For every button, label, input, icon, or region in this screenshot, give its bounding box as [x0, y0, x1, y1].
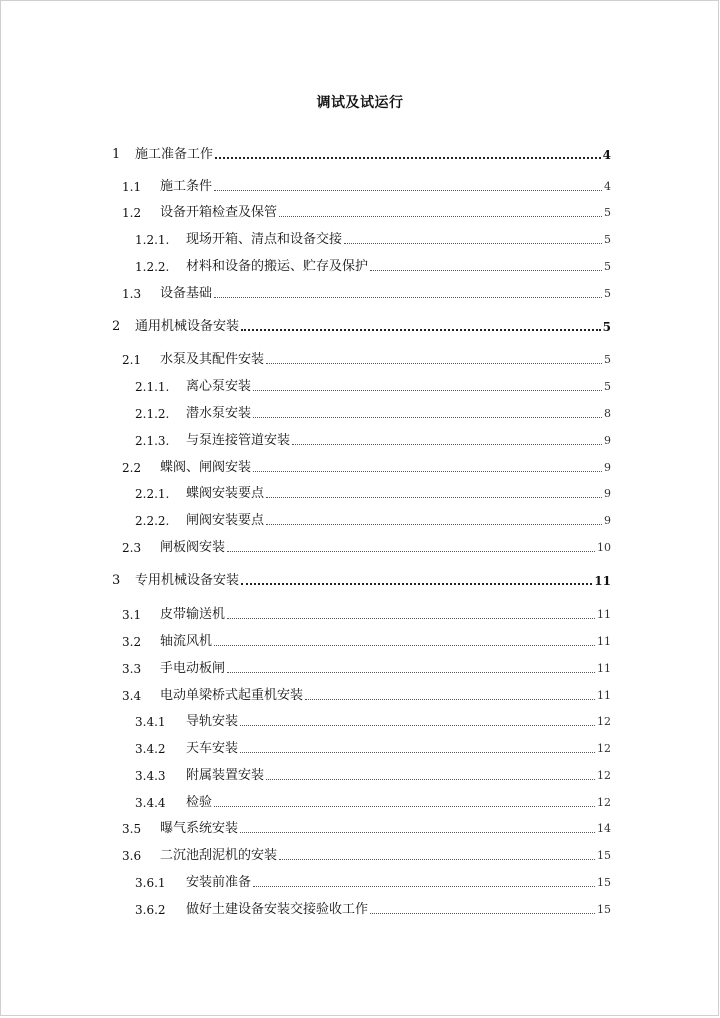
- toc-entry-number: 2.1.3.: [135, 434, 170, 448]
- toc-entry-page-number: 5: [604, 353, 611, 366]
- toc-entry-page-number: 15: [597, 903, 611, 916]
- toc-entry-number: 3.4.3: [135, 769, 166, 783]
- toc-entry-title: 潜水泵安装: [186, 406, 252, 421]
- toc-leader-dots: [279, 216, 602, 217]
- toc-entry-number: 1.2.1.: [135, 233, 170, 247]
- toc-entry-page-number: 12: [597, 769, 611, 782]
- toc-entry-title: 二沉池刮泥机的安装: [160, 848, 278, 863]
- toc-entry-number: 2.1.2.: [135, 407, 170, 421]
- toc-entry[interactable]: [122, 456, 611, 476]
- toc-entry-page-number: 11: [594, 574, 611, 588]
- toc-entry-page-number: 8: [604, 407, 611, 420]
- toc-entry-page-number: 5: [604, 260, 611, 273]
- toc-entry[interactable]: [135, 791, 611, 811]
- toc-entry-title: 离心泵安装: [186, 379, 252, 394]
- toc-entry-page-number: 4: [602, 148, 611, 162]
- toc-entry-number: 3.1: [122, 608, 142, 622]
- toc-entry[interactable]: [122, 282, 611, 302]
- toc-entry-title: 蝶阀、闸阀安装: [160, 460, 252, 475]
- toc-entry-title: 闸板阀安装: [160, 540, 226, 555]
- toc-entry-page-number: 5: [604, 233, 611, 246]
- toc-entry-number: 2.1.1.: [135, 380, 170, 394]
- toc-entry-number: 3.2: [122, 635, 142, 649]
- toc-entry-title: 电动单梁桥式起重机安装: [160, 688, 304, 703]
- toc-entry-number: 3.4.2: [135, 742, 166, 756]
- toc-entry-title: 设备基础: [160, 286, 213, 301]
- toc-leader-dots: [227, 672, 595, 673]
- toc-entry-number: 1.1: [122, 180, 142, 194]
- toc-entry[interactable]: [122, 817, 611, 837]
- toc-entry[interactable]: [112, 143, 611, 163]
- toc-entry-number: 3.6.2: [135, 903, 166, 917]
- toc-entry-title: 安装前准备: [186, 875, 252, 890]
- toc-entry[interactable]: [122, 175, 611, 195]
- toc-entry-number: 1.2.2.: [135, 260, 170, 274]
- toc-leader-dots: [253, 471, 602, 472]
- toc-leader-dots: [214, 190, 602, 191]
- toc-leader-dots: [266, 779, 595, 780]
- toc-entry[interactable]: [135, 482, 611, 502]
- toc-entry[interactable]: [135, 228, 611, 248]
- toc-leader-dots: [241, 329, 601, 331]
- toc-entry-number: 2.2: [122, 461, 142, 475]
- toc-entry-title: 手电动板闸: [160, 661, 226, 676]
- toc-leader-dots: [266, 524, 602, 525]
- toc-entry-page-number: 12: [597, 796, 611, 809]
- toc-entry[interactable]: [135, 375, 611, 395]
- toc-entry[interactable]: [122, 844, 611, 864]
- toc-entry-number: 1.2: [122, 206, 142, 220]
- toc-entry-title: 附属装置安装: [186, 768, 265, 783]
- toc-entry[interactable]: [135, 764, 611, 784]
- toc-entry-title: 设备开箱检查及保管: [160, 205, 278, 220]
- toc-entry-number: 3.4.4: [135, 796, 166, 810]
- toc-entry-number: 3: [112, 573, 121, 588]
- toc-leader-dots: [253, 886, 595, 887]
- toc-entry-page-number: 11: [597, 635, 611, 648]
- toc-entry-page-number: 5: [602, 320, 611, 334]
- toc-entry[interactable]: [112, 569, 611, 589]
- toc-leader-dots: [214, 645, 595, 646]
- toc-entry-page-number: 11: [597, 689, 611, 702]
- toc-entry-title: 水泵及其配件安装: [160, 352, 265, 367]
- toc-entry[interactable]: [122, 201, 611, 221]
- toc-leader-dots: [240, 752, 595, 753]
- toc-entry-number: 1.3: [122, 287, 142, 301]
- toc-entry-page-number: 12: [597, 715, 611, 728]
- toc-entry[interactable]: [135, 871, 611, 891]
- toc-entry-title: 蝶阀安装要点: [186, 486, 265, 501]
- toc-entry-page-number: 12: [597, 742, 611, 755]
- toc-entry[interactable]: [135, 402, 611, 422]
- toc-entry-title: 施工准备工作: [135, 147, 214, 162]
- toc-leader-dots: [253, 417, 602, 418]
- toc-entry-title: 天车安装: [186, 741, 239, 756]
- document-title: 调试及试运行: [316, 95, 404, 111]
- toc-entry-number: 3.5: [122, 822, 142, 836]
- toc-entry-title: 现场开箱、清点和设备交接: [186, 232, 343, 247]
- toc-entry[interactable]: [112, 315, 611, 335]
- toc-entry[interactable]: [135, 737, 611, 757]
- toc-entry[interactable]: [122, 603, 611, 623]
- toc-entry-page-number: 9: [604, 434, 611, 447]
- toc-leader-dots: [305, 699, 595, 700]
- toc-leader-dots: [266, 363, 602, 364]
- toc-leader-dots: [214, 806, 595, 807]
- toc-entry[interactable]: [135, 429, 611, 449]
- toc-entry-title: 导轨安装: [186, 714, 239, 729]
- toc-entry-page-number: 10: [597, 541, 611, 554]
- toc-entry-number: 3.3: [122, 662, 142, 676]
- toc-entry-number: 2.2.2.: [135, 514, 170, 528]
- toc-entry[interactable]: [122, 630, 611, 650]
- toc-entry-number: 3.4: [122, 689, 142, 703]
- toc-leader-dots: [227, 618, 595, 619]
- toc-entry-title: 材料和设备的搬运、贮存及保护: [186, 259, 369, 274]
- toc-leader-dots: [240, 725, 595, 726]
- toc-entry-number: 2.1: [122, 353, 142, 367]
- toc-entry-title: 皮带输送机: [160, 607, 226, 622]
- toc-leader-dots: [214, 297, 602, 298]
- toc-entry-page-number: 9: [604, 461, 611, 474]
- toc-entry[interactable]: [135, 710, 611, 730]
- toc-entry-title: 做好土建设备安装交接验收工作: [186, 902, 369, 917]
- toc-leader-dots: [292, 444, 602, 445]
- toc-entry[interactable]: [122, 657, 611, 677]
- toc-entry-title: 专用机械设备安装: [135, 573, 240, 588]
- toc-entry-page-number: 4: [604, 180, 611, 193]
- toc-leader-dots: [253, 390, 602, 391]
- toc-entry-page-number: 14: [597, 822, 611, 835]
- toc-entry[interactable]: [122, 348, 611, 368]
- toc-entry-page-number: 5: [604, 287, 611, 300]
- toc-leader-dots: [266, 497, 602, 498]
- toc-entry-title: 闸阀安装要点: [186, 513, 265, 528]
- toc-entry[interactable]: [122, 536, 611, 556]
- toc-entry-page-number: 15: [597, 849, 611, 862]
- toc-leader-dots: [370, 913, 595, 914]
- toc-leader-dots: [240, 832, 595, 833]
- toc-entry-title: 检验: [186, 795, 213, 810]
- toc-entry-number: 2: [112, 319, 121, 334]
- toc-entry[interactable]: [122, 684, 611, 704]
- toc-entry-page-number: 15: [597, 876, 611, 889]
- toc-entry-title: 施工条件: [160, 179, 213, 194]
- toc-leader-dots: [227, 551, 595, 552]
- toc-entry[interactable]: [135, 509, 611, 529]
- toc-leader-dots: [344, 243, 602, 244]
- toc-entry-number: 2.3: [122, 541, 142, 555]
- toc-entry-page-number: 11: [597, 608, 611, 621]
- toc-entry-page-number: 11: [597, 662, 611, 675]
- toc-entry-number: 3.6: [122, 849, 142, 863]
- toc-entry-number: 1: [112, 147, 121, 162]
- toc-entry-title: 通用机械设备安装: [135, 319, 240, 334]
- toc-entry-title: 与泵连接管道安装: [186, 433, 291, 448]
- toc-entry-page-number: 9: [604, 514, 611, 527]
- toc-entry[interactable]: [135, 255, 611, 275]
- toc-leader-dots: [215, 157, 601, 159]
- toc-entry-number: 3.4.1: [135, 715, 166, 729]
- toc-entry-number: 2.2.1.: [135, 487, 170, 501]
- toc-entry-page-number: 5: [604, 206, 611, 219]
- toc-leader-dots: [279, 859, 595, 860]
- toc-entry-title: 轴流风机: [160, 634, 213, 649]
- toc-leader-dots: [241, 583, 592, 585]
- toc-entry-number: 3.6.1: [135, 876, 166, 890]
- toc-entry-page-number: 5: [604, 380, 611, 393]
- toc-entry[interactable]: [135, 898, 611, 918]
- toc-entry-title: 曝气系统安装: [160, 821, 239, 836]
- toc-leader-dots: [370, 270, 602, 271]
- toc-entry-page-number: 9: [604, 487, 611, 500]
